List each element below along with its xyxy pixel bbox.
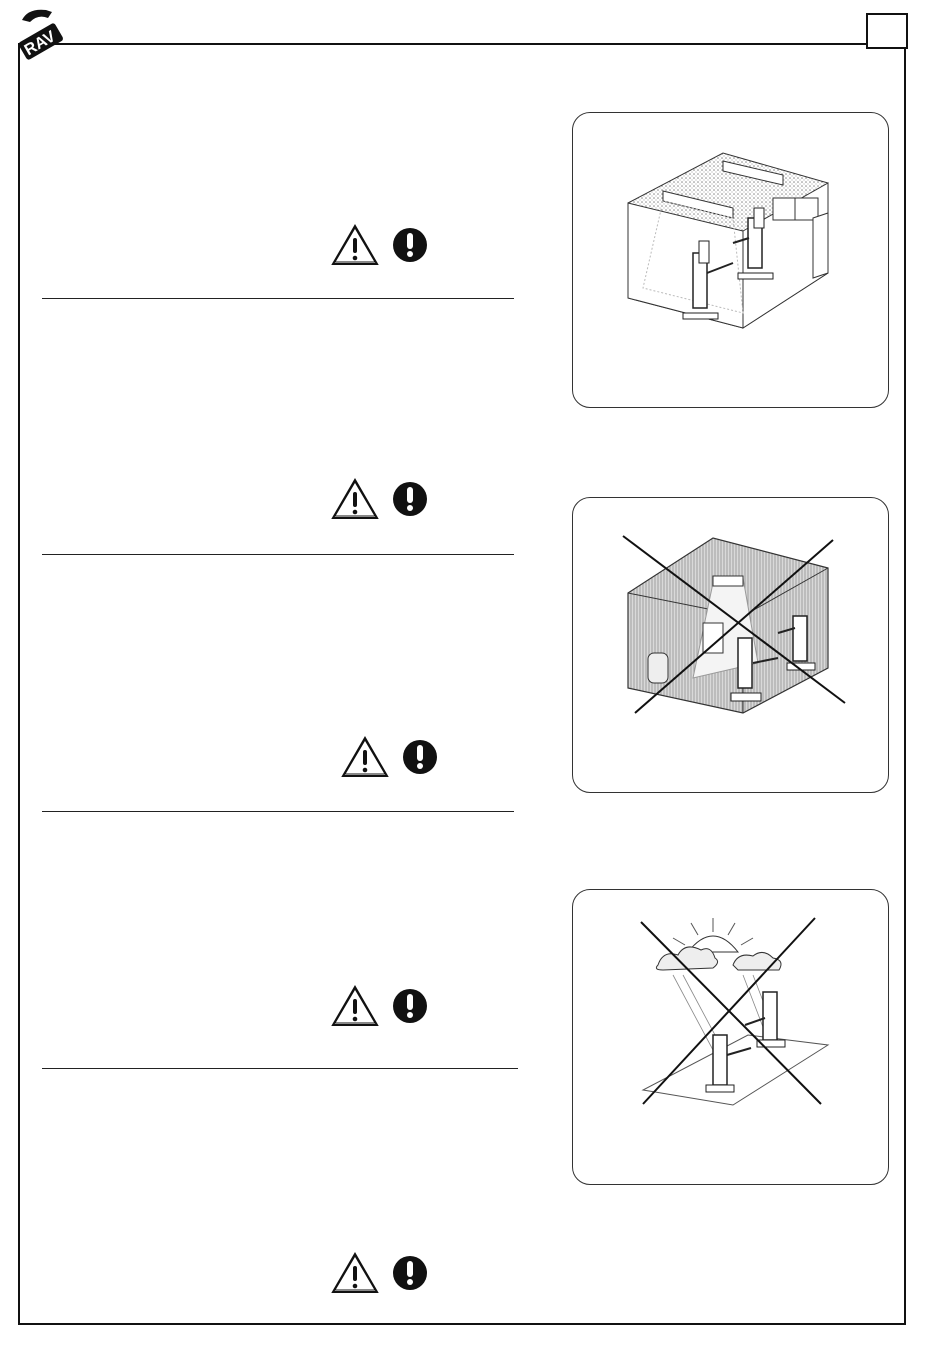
warning-group-3: [340, 734, 452, 780]
warning-triangle-icon: [343, 738, 387, 776]
warning-group-2: [330, 476, 442, 522]
figure-3: [572, 889, 889, 1185]
warning-group-1: [330, 222, 442, 268]
warning-triangle-icon: [333, 226, 377, 264]
section-3-text: [42, 576, 512, 726]
section-divider: [42, 811, 514, 812]
section-2-text: [42, 320, 512, 470]
outdoor-lift-illustration: [573, 890, 890, 1186]
exclamation-circle-icon: [403, 740, 437, 774]
exclamation-circle-icon: [393, 989, 427, 1023]
logo-text: RAV: [21, 28, 59, 60]
warning-triangle-icon: [333, 1254, 377, 1292]
rav-logo-icon: [8, 4, 68, 64]
exclamation-circle-icon: [393, 482, 427, 516]
spray-booth-lift-illustration: [573, 498, 890, 794]
warning-group-5: [330, 1250, 442, 1296]
figure-2: [572, 497, 889, 793]
warning-triangle-icon: [333, 480, 377, 518]
section-divider: [42, 1068, 518, 1069]
exclamation-circle-icon: [393, 228, 427, 262]
exclamation-circle-icon: [393, 1256, 427, 1290]
figure-1: [572, 112, 889, 408]
warning-group-4: [330, 983, 442, 1029]
warning-triangle-icon: [333, 987, 377, 1025]
page-number-box: [866, 13, 908, 49]
section-divider: [42, 298, 514, 299]
workshop-lift-illustration: [573, 113, 890, 409]
section-divider: [42, 554, 514, 555]
section-4-text: [42, 833, 512, 983]
section-5-text: [42, 1090, 512, 1240]
